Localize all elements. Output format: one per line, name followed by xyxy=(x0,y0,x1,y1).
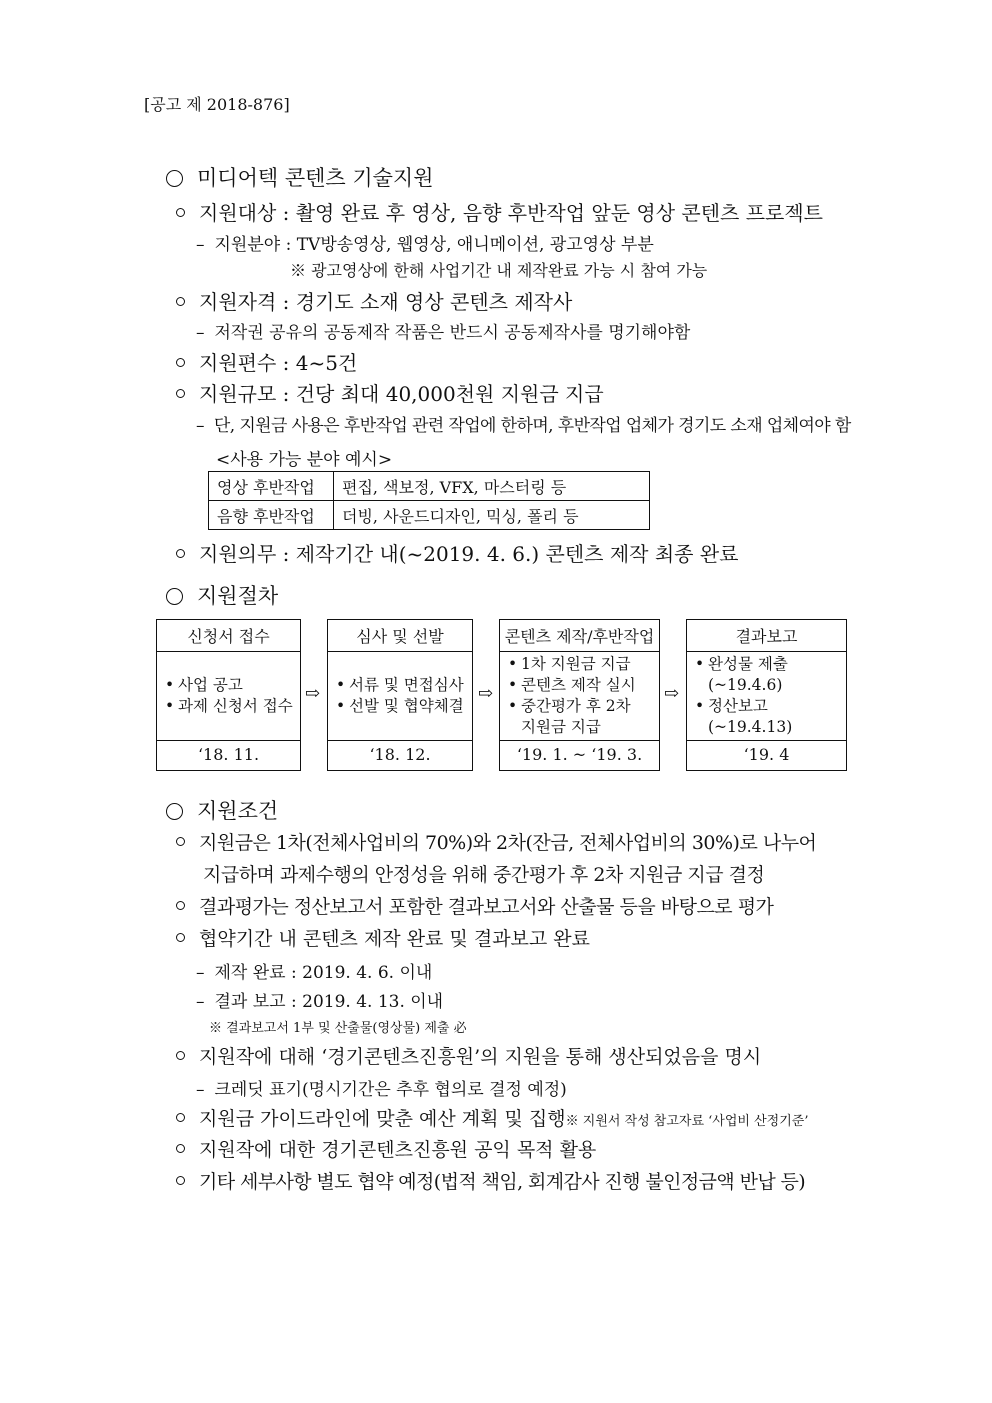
bullet-circle-icon xyxy=(176,389,185,398)
condition-3-detail-2: – 결과 보고 : 2019. 4. 13. 이내 xyxy=(196,992,444,1012)
step-body xyxy=(157,651,300,741)
item-count-text: 지원편수 : 4~5건 xyxy=(199,351,358,375)
step-item: • 콘텐츠 제작 실시 xyxy=(508,675,636,696)
condition-5-text: 지원금 가이드라인에 맞춘 예산 계획 및 집행 xyxy=(199,1108,566,1130)
item-scale xyxy=(176,378,604,407)
condition-4 xyxy=(176,1042,761,1069)
condition-1 xyxy=(176,828,816,855)
qualification-note: – 저작권 공유의 공동제작 작품은 반드시 공동제작사를 명기해야함 xyxy=(196,323,691,343)
step-date: ‘18. 11. xyxy=(197,745,260,764)
scale-note-text: 단, 지원금 사용은 후반작업 관련 작업에 한하며, 후반작업 업체가 경기도 소재 업체여야 함 xyxy=(213,416,851,436)
example-table xyxy=(208,471,650,530)
condition-3-detail-2-text: 결과 보고 : 2019. 4. 13. 이내 xyxy=(214,992,444,1012)
bullet-circle-icon xyxy=(176,837,185,846)
step-body xyxy=(500,651,659,741)
condition-3-detail-1-text: 제작 완료 : 2019. 4. 6. 이내 xyxy=(214,963,433,983)
step-item: • 선발 및 협약체결 xyxy=(336,696,464,717)
step-item: • 사업 공고 xyxy=(165,675,293,696)
item-scale-text: 지원규모 : 건당 최대 40,000천원 지원금 지급 xyxy=(199,382,604,406)
condition-2-text: 결과평가는 정산보고서 포함한 결과보고서와 산출물 등을 바탕으로 평가 xyxy=(199,896,774,918)
condition-6-text: 지원작에 대한 경기콘텐츠진흥원 공익 목적 활용 xyxy=(199,1139,597,1161)
table-row xyxy=(209,472,650,501)
step-item: • 중간평가 후 2차 xyxy=(508,696,636,717)
section-title-procedure xyxy=(166,580,278,610)
condition-2 xyxy=(176,892,773,919)
bullet-circle-icon xyxy=(176,297,185,306)
bullet-circle-icon xyxy=(176,1176,185,1185)
example-title: <사용 가능 분야 예시> xyxy=(216,450,393,470)
condition-5-note: ※ 지원서 작성 참고자료 ‘사업비 산정기준’ xyxy=(565,1114,809,1129)
condition-3-text: 협약기간 내 콘텐츠 제작 완료 및 결과보고 완료 xyxy=(199,928,591,950)
hollow-circle-icon xyxy=(166,803,183,820)
step-head: 심사 및 선발 xyxy=(328,620,472,652)
item-qualification-text: 지원자격 : 경기도 소재 영상 콘텐츠 제작사 xyxy=(199,290,573,314)
condition-3 xyxy=(176,924,590,951)
notice-number: [공고 제 2018-876] xyxy=(144,95,290,114)
item-target xyxy=(176,197,823,226)
step-item: • 서류 및 면접심사 xyxy=(336,675,464,696)
step-box-application xyxy=(156,619,301,771)
item-count xyxy=(176,347,357,376)
step-item-continued: (~19.4.13) xyxy=(708,717,793,736)
step-head: 콘텐츠 제작/후반작업 xyxy=(500,620,659,652)
table-cell: 영상 후반작업 xyxy=(209,472,334,501)
table-cell: 더빙, 사운드디자인, 믹싱, 폴리 등 xyxy=(334,501,650,530)
item-field-text: 지원분야 : TV방송영상, 웹영상, 애니메이션, 광고영상 부분 xyxy=(214,235,654,255)
step-head: 결과보고 xyxy=(687,620,846,652)
bullet-circle-icon xyxy=(176,1051,185,1060)
item-qualification xyxy=(176,286,572,315)
field-note: ※ 광고영상에 한해 사업기간 내 제작완료 가능 시 참여 가능 xyxy=(290,261,708,280)
condition-5 xyxy=(176,1104,808,1131)
arrow-right-icon: ⇨ xyxy=(305,683,321,704)
step-item: • 1차 지원금 지급 xyxy=(508,654,636,675)
bullet-circle-icon xyxy=(176,933,185,942)
step-body xyxy=(687,651,846,741)
step-date: ‘18. 12. xyxy=(369,745,431,764)
bullet-circle-icon xyxy=(176,1113,185,1122)
item-duty xyxy=(176,538,739,567)
step-body xyxy=(328,651,472,741)
bullet-circle-icon xyxy=(176,1144,185,1153)
step-item: • 완성물 제출 xyxy=(695,654,792,675)
condition-4-detail: – 크레딧 표기(명시기간은 추후 협의로 결정 예정) xyxy=(196,1080,567,1100)
bullet-circle-icon xyxy=(176,549,185,558)
hollow-circle-icon xyxy=(166,170,183,187)
arrow-right-icon: ⇨ xyxy=(664,683,680,704)
condition-4-detail-text: 크레딧 표기(명시기간은 추후 협의로 결정 예정) xyxy=(214,1080,567,1100)
section-title-conditions xyxy=(166,795,278,825)
step-item: • 정산보고 xyxy=(695,696,792,717)
item-duty-text: 지원의무 : 제작기간 내(~2019. 4. 6.) 콘텐츠 제작 최종 완료 xyxy=(199,542,739,566)
section-title-text: 미디어텍 콘텐츠 기술지원 xyxy=(197,166,434,190)
condition-7-text: 기타 세부사항 별도 협약 예정(법적 책임, 회계감사 진행 불인정금액 반납 등) xyxy=(199,1171,806,1193)
table-row xyxy=(209,501,650,530)
step-box-review xyxy=(327,619,473,771)
step-head: 신청서 접수 xyxy=(157,620,300,652)
bullet-circle-icon xyxy=(176,208,185,217)
scale-note: – 단, 지원금 사용은 후반작업 관련 작업에 한하며, 후반작업 업체가 경기도 소재 업체여야 함 xyxy=(196,416,851,436)
step-date: ‘19. 4 xyxy=(743,745,790,764)
section-title-text: 지원조건 xyxy=(197,799,279,823)
condition-7 xyxy=(176,1167,805,1194)
hollow-circle-icon xyxy=(166,588,183,605)
table-cell: 음향 후반작업 xyxy=(209,501,334,530)
condition-1-cont: 지급하며 과제수행의 안정성을 위해 중간평가 후 2차 지원금 지급 결정 xyxy=(203,864,765,886)
item-target-text: 지원대상 : 촬영 완료 후 영상, 음향 후반작업 앞둔 영상 콘텐츠 프로젝트 xyxy=(199,201,823,225)
section-title-media-tech xyxy=(166,162,434,192)
bullet-circle-icon xyxy=(176,358,185,367)
step-item-continued: (~19.4.6) xyxy=(708,675,783,694)
step-date: ‘19. 1. ~ ‘19. 3. xyxy=(516,745,643,764)
item-field: – 지원분야 : TV방송영상, 웹영상, 애니메이션, 광고영상 부분 xyxy=(196,235,654,255)
condition-3-note: ※ 결과보고서 1부 및 산출물(영상물) 제출 必 xyxy=(209,1021,467,1036)
condition-1-text: 지원금은 1차(전체사업비의 70%)와 2차(잔금, 전체사업비의 30%)로 나누어 xyxy=(199,832,817,854)
condition-4-text: 지원작에 대해 ‘경기콘텐츠진흥원’의 지원을 통해 생산되었음을 명시 xyxy=(199,1046,762,1068)
table-cell: 편집, 색보정, VFX, 마스터링 등 xyxy=(334,472,650,501)
arrow-right-icon: ⇨ xyxy=(478,683,494,704)
condition-3-detail-1: – 제작 완료 : 2019. 4. 6. 이내 xyxy=(196,963,433,983)
section-title-text: 지원절차 xyxy=(197,584,279,608)
step-item-continued: 지원금 지급 xyxy=(521,717,601,736)
step-item: • 과제 신청서 접수 xyxy=(165,696,293,717)
bullet-circle-icon xyxy=(176,901,185,910)
step-box-report xyxy=(686,619,847,771)
step-box-production xyxy=(499,619,660,771)
condition-6 xyxy=(176,1135,596,1162)
qualification-note-text: 저작권 공유의 공동제작 작품은 반드시 공동제작사를 명기해야함 xyxy=(214,323,691,343)
